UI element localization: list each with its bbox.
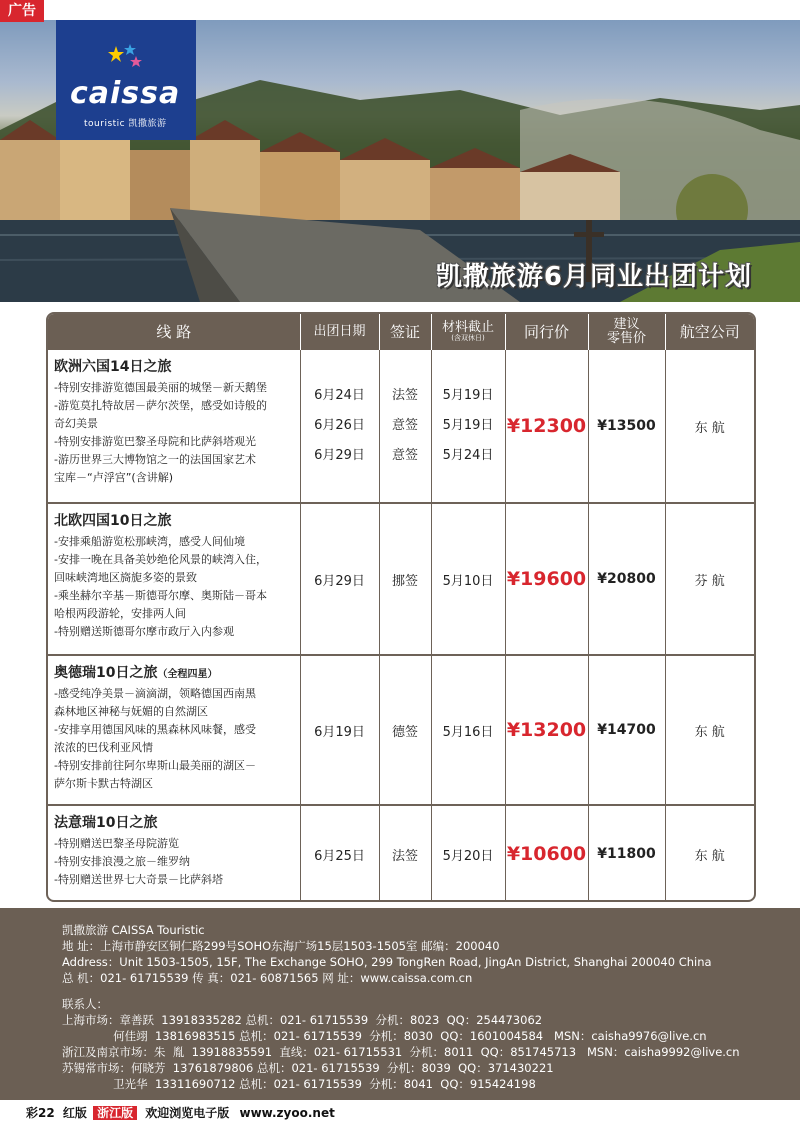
route-title: 法意瑞10日之旅 bbox=[54, 815, 158, 831]
airline: 东 航 bbox=[665, 350, 754, 503]
route-line: -特别赠送巴黎圣母院游览 bbox=[54, 837, 179, 850]
date-cell bbox=[300, 350, 379, 503]
route-line: -特别安排游览德国最美丽的城堡－新天鹅堡 bbox=[54, 381, 267, 394]
table-row bbox=[48, 805, 754, 902]
table-row bbox=[48, 350, 754, 503]
airline: 芬 航 bbox=[665, 503, 754, 655]
ad-tag: 广告 bbox=[0, 0, 44, 22]
header-airline: 航空公司 bbox=[665, 314, 754, 350]
deadline-date: 5月19日 bbox=[442, 418, 494, 433]
contact-line: 浙江及南京市场：朱 胤 13918835591 直线：021- 61715531 分机：8011 QQ：851745713 MSN：caisha9992@live.cn bbox=[62, 1045, 740, 1059]
contact-line: 上海市场：章善跃 13918335282 总机：021- 61715539 分机：8023 QQ：254473062 bbox=[62, 1013, 543, 1027]
phone-line: 总 机：021- 61715539 传 真：021- 60871565 网 址：www.caissa.com.cn bbox=[62, 971, 473, 985]
contacts-title: 联系人： bbox=[62, 997, 108, 1011]
deadline-date: 5月19日 bbox=[442, 388, 494, 403]
trade-price: ¥13200 bbox=[505, 655, 588, 805]
header-retail bbox=[588, 314, 665, 350]
departure-date: 6月24日 bbox=[314, 388, 365, 403]
route-line: -安排乘船游览松那峡湾，感受人间仙境 bbox=[54, 535, 245, 548]
retail-price: ¥13500 bbox=[588, 350, 665, 503]
route-cell bbox=[48, 805, 300, 902]
departure-date: 6月29日 bbox=[300, 503, 379, 655]
retail-price: ¥14700 bbox=[588, 655, 665, 805]
contact-footer bbox=[0, 908, 800, 1100]
departure-date: 6月25日 bbox=[300, 805, 379, 902]
visa-type: 法签 bbox=[379, 805, 431, 902]
route-line: 浓浓的巴伐利亚风情 bbox=[54, 741, 153, 754]
route-line: 回味峡湾地区旖旎多姿的景致 bbox=[54, 571, 197, 584]
contact-line: 卫光华 13311690712 总机：021- 61715539 分机：8041 QQ：915424198 bbox=[62, 1077, 536, 1091]
route-line: 宝库－“卢浮宫”(含讲解) bbox=[54, 471, 173, 484]
visa-type: 挪签 bbox=[379, 503, 431, 655]
route-line: -感受纯净美景－滴滴湖，领略德国西南黑 bbox=[54, 687, 256, 700]
route-line: 森林地区神秘与妩媚的自然湖区 bbox=[54, 705, 208, 718]
page-footer-bar bbox=[0, 1104, 800, 1123]
route-line: 奇幻美景 bbox=[54, 417, 98, 430]
brand-name: caissa bbox=[70, 76, 181, 111]
header-retail-line2: 零售价 bbox=[606, 331, 646, 346]
promo-text: 欢迎浏览电子版 bbox=[145, 1106, 230, 1120]
website-link[interactable]: www.zyoo.net bbox=[239, 1106, 335, 1120]
deadline-date: 5月10日 bbox=[431, 503, 505, 655]
trade-price: ¥10600 bbox=[505, 805, 588, 902]
header-deadline-label: 材料截止 bbox=[441, 320, 494, 335]
visa-type: 意签 bbox=[391, 418, 418, 433]
edition-label: 红版 bbox=[62, 1106, 87, 1120]
retail-price: ¥20800 bbox=[588, 503, 665, 655]
page-number: 彩22 bbox=[26, 1106, 55, 1120]
deadline-date: 5月24日 bbox=[442, 448, 494, 463]
table-row bbox=[48, 503, 754, 655]
deadline-date: 5月16日 bbox=[431, 655, 505, 805]
departure-date: 6月29日 bbox=[314, 448, 365, 463]
hero-banner bbox=[0, 20, 800, 302]
tour-table bbox=[46, 312, 756, 902]
header-visa: 签证 bbox=[379, 314, 431, 350]
header-date: 出团日期 bbox=[300, 314, 379, 350]
contact-line: 何佳翊 13816983515 总机：021- 61715539 分机：8030 QQ：1601004584 MSN：caisha9976@live.cn bbox=[62, 1029, 707, 1043]
route-title: 北欧四国10日之旅 bbox=[54, 513, 172, 529]
header-deadline-note: (含双休日) bbox=[451, 334, 485, 343]
trade-price: ¥12300 bbox=[505, 350, 588, 503]
deadline-date: 5月20日 bbox=[431, 805, 505, 902]
visa-type: 意签 bbox=[391, 448, 418, 463]
table-header bbox=[48, 314, 754, 350]
route-line: -安排享用德国风味的黑森林风味餐，感受 bbox=[54, 723, 256, 736]
departure-date: 6月19日 bbox=[300, 655, 379, 805]
brand-sub: touristic 凯撒旅游 bbox=[84, 119, 167, 129]
visa-type: 德签 bbox=[379, 655, 431, 805]
retail-price: ¥11800 bbox=[588, 805, 665, 902]
header-deadline bbox=[431, 314, 505, 350]
route-line: -特别安排前往阿尔卑斯山最美丽的湖区－ bbox=[54, 759, 256, 772]
route-line: 哈根两段游轮，安排两人间 bbox=[54, 607, 186, 620]
header-route: 线 路 bbox=[48, 314, 300, 350]
header-price: 同行价 bbox=[505, 314, 588, 350]
route-line: -乘坐赫尔辛基－斯德哥尔摩、奥斯陆－哥本 bbox=[54, 589, 267, 602]
stars-icon bbox=[106, 42, 146, 72]
route-line: -安排一晚在具备美妙绝伦风景的峡湾入住， bbox=[54, 553, 267, 566]
visa-cell bbox=[379, 350, 431, 503]
route-title-text: 奥德瑞10日之旅 bbox=[54, 665, 158, 681]
route-line: -特别安排浪漫之旅－维罗纳 bbox=[54, 855, 190, 868]
company-name: 凯撒旅游 CAISSA Touristic bbox=[62, 923, 205, 937]
header-retail-line1: 建议 bbox=[613, 316, 640, 332]
airline: 东 航 bbox=[694, 848, 725, 864]
airline: 东 航 bbox=[665, 655, 754, 805]
region-badge: 浙江版 bbox=[93, 1106, 137, 1120]
route-line: -特别赠送世界七大奇景－比萨斜塔 bbox=[54, 873, 223, 886]
route-line: -游历世界三大博物馆之一的法国国家艺术 bbox=[54, 453, 256, 466]
route-cell bbox=[48, 655, 300, 805]
address-cn: 地 址：上海市静安区铜仁路299号SOHO东海广场15层1503-1505室 邮编：200040 bbox=[62, 939, 500, 953]
trade-price: ¥19600 bbox=[505, 503, 588, 655]
address-en: Address：Unit 1503-1505, 15F, The Exchange SOHO, 299 TongRen Road, JingAn District, Shanghai 200040 China bbox=[62, 955, 712, 969]
route-line: -特别赠送斯德哥尔摩市政厅入内参观 bbox=[54, 625, 234, 638]
route-line: -游览莫扎特故居－萨尔茨堡，感受如诗般的 bbox=[54, 399, 267, 412]
route-cell bbox=[48, 350, 300, 503]
deadline-cell bbox=[431, 350, 505, 503]
route-title: 欧洲六国14日之旅 bbox=[54, 359, 172, 375]
route-cell bbox=[48, 503, 300, 655]
contact-line: 苏锡常市场：何晓芳 13761879806 总机：021- 61715539 分机：8039 QQ：371430221 bbox=[62, 1061, 554, 1075]
table-row bbox=[48, 655, 754, 805]
route-line: 萨尔斯卡默古特湖区 bbox=[54, 777, 153, 790]
visa-type: 法签 bbox=[391, 388, 418, 403]
departure-date: 6月26日 bbox=[314, 418, 365, 433]
hero-title: 凯撒旅游6月同业出团计划 bbox=[435, 262, 752, 292]
route-note: （全程四星） bbox=[157, 669, 218, 680]
route-line: -特别安排游览巴黎圣母院和比萨斜塔观光 bbox=[54, 435, 256, 448]
caissa-logo bbox=[56, 20, 196, 140]
route-title bbox=[54, 662, 294, 682]
